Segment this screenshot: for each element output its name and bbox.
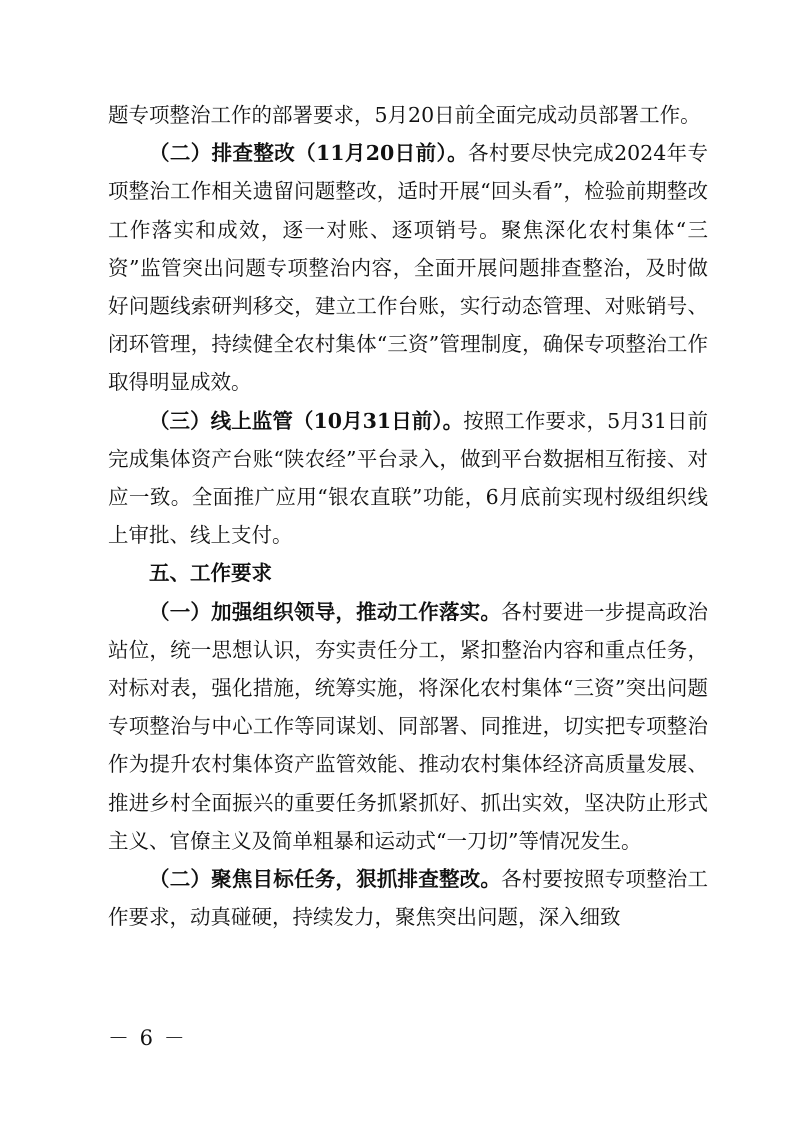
paragraph-online-supervision	[108, 402, 708, 555]
paragraph-continued	[108, 96, 708, 134]
paragraph-organization	[108, 593, 708, 860]
paragraph-text: 按照工作要求，5月31日前完成集体资产台账“陕农经”平台录入，做到平台数据相互衔接、对应一致。全面推广应用“银农直联”功能，6月底前实现村级组织线上审批、线上支付。	[108, 408, 708, 548]
paragraph-text: 各村要进一步提高政治站位，统一思想认识，夯实责任分工，紧扣整治内容和重点任务，对标对表，强化措施，统筹实施，将深化农村集体“三资”突出问题专项整治与中心工作等同谋划、同部署、同推进，切实把专项整治作为提升农村集体资产监管效能、推动农村集体经济高质量发展、推进乡村全面振兴的重要任务抓紧抓好、抓出实效，坚决防止形式主义、官僚主义及简单粗暴和运动式“一刀切”等情况发生。	[108, 599, 709, 853]
section-heading: 五、工作要求	[149, 561, 272, 586]
paragraph-rectification	[108, 134, 708, 401]
paragraph-lead: （三）线上监管（10月31日前）。	[149, 408, 464, 433]
document-body	[108, 96, 708, 936]
paragraph-lead: （二）聚焦目标任务，狠抓排查整改。	[149, 867, 502, 892]
paragraph-text: 各村要尽快完成2024年专项整治工作相关遗留问题整改，适时开展“回头看”，检验前期整改工作落实和成效，逐一对账、逐项销号。聚焦深化农村集体“三资”监管突出问题专项整治内容，全面开展问题排查整治，及时做好问题线索研判移交，建立工作台账，实行动态管理、对账销号、闭环管理，持续健全农村集体“三资”管理制度，确保专项整治工作取得明显成效。	[108, 141, 709, 395]
paragraph-lead: （一）加强组织领导，推动工作落实。	[149, 599, 502, 624]
page-number: － 6 －	[108, 1026, 187, 1050]
paragraph-lead: （二）排查整改（11月20日前）。	[149, 141, 468, 166]
paragraph-targets	[108, 860, 708, 936]
paragraph-text: 题专项整治工作的部署要求，5月20日前全面完成动员部署工作。	[108, 103, 701, 127]
paragraph-text: 各村要按照专项整治工作要求，动真碰硬，持续发力，聚焦突出问题，深入细致	[108, 867, 709, 930]
